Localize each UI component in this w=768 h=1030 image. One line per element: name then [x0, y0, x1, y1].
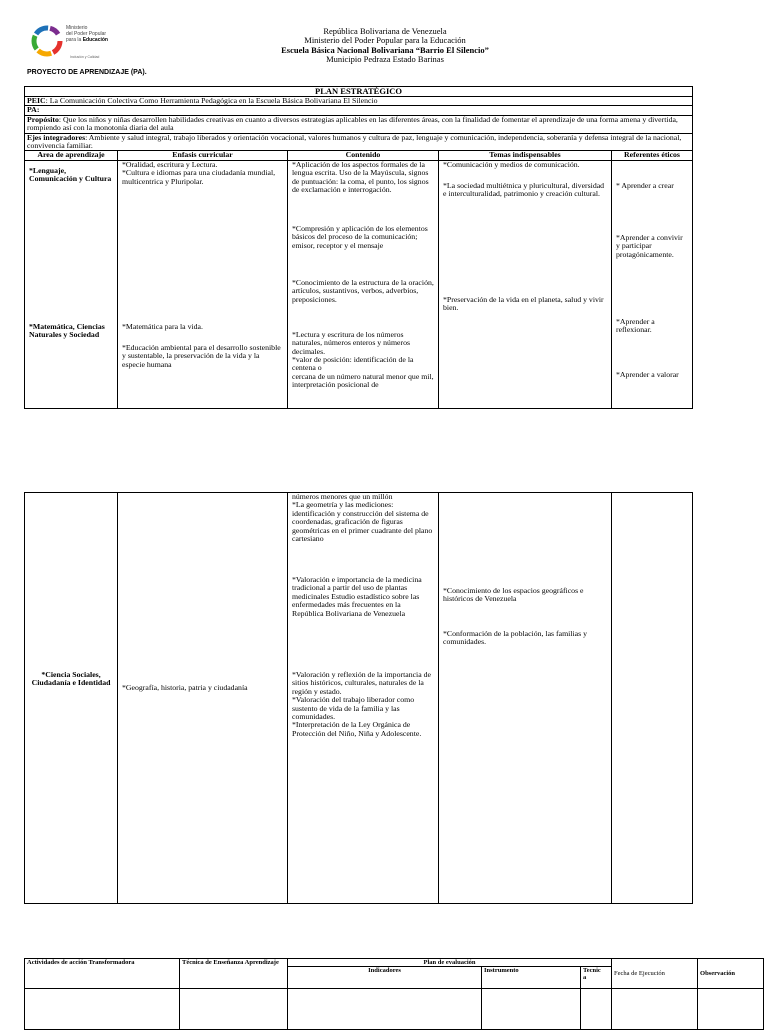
evaluation-empty-cell — [612, 989, 698, 1030]
logo-text: Ministerio del Poder Popular para la Educación — [66, 25, 108, 43]
contenido-cell — [288, 160, 439, 408]
evaluation-empty-cell — [180, 989, 288, 1030]
col-fecha-ejecucion: Fecha de Ejecución — [612, 959, 698, 989]
school-name: Escuela Básica Nacional Bolivariana “Barrio El Silencio” — [281, 44, 489, 55]
temas-cell — [439, 160, 612, 408]
ministry-logo — [30, 22, 120, 62]
pa-row: PA: — [25, 106, 693, 115]
peic-row: PEIC: La Comunicación Colectiva Como Herramienta Pedagógica en la Escuela Básica Bolivariana El Silencio — [25, 97, 693, 106]
contenido-oracion: *Conocimiento de la estructura de la oración, artículos, sustantivos, verbos, adverbios, preposiciones. — [292, 277, 434, 304]
area-matematica: *Matemática, Ciencias Naturales y Sociedad — [29, 321, 105, 340]
enfasis-cell — [118, 160, 288, 408]
evaluation-empty-cell — [25, 989, 180, 1030]
col-header-area: Area de aprendizaje — [25, 151, 118, 160]
evaluation-empty-cell — [288, 989, 482, 1030]
tema-medios: *Comunicación y medios de comunicación. — [443, 160, 580, 169]
contenido-comunicacion: *Compresión y aplicación de los elementos básicos del proceso de la comunicación; emisor, receptor y el mensaje — [292, 223, 428, 250]
ejes-row: Ejes integradores: Ambiente y salud integral, trabajo liberados y orientación vocacional, valores humanos y cultura de paz, lenguaje y comunicación, independencia, soberanía y defensa integral de la nacional, convivencia familiar. — [25, 133, 693, 151]
header-line-4: Municipio Pedraza Estado Barinas — [326, 53, 444, 64]
tema-preservacion: *Preservación de la vida en el planeta, salud y vivir bien. — [443, 294, 604, 313]
contenido-geometria: números menores que un millón *La geometría y las mediciones: identificación y construcción del sistema de coordenadas, graficación de figuras geométricas en el primer cuadrante del plano cartesiano — [292, 493, 433, 544]
temas-cell-2 — [439, 493, 612, 904]
contenido-sitios-historicos: *Valoración y reflexión de la importancia de sitios históricos, culturales, naturales de la región y estado. *Valoración del trabajo liberador como sustento de vida de la familia y las comunidades. *Interpretación de la Ley Orgánica de Protección del Niño, Niña y Adolescente. — [292, 670, 431, 738]
col-tecnica-ensenanza: Técnica de Enseñanza Aprendizaje — [180, 959, 288, 989]
area-cell — [25, 160, 118, 408]
referente-reflexionar: *Aprender a reflexionar. — [616, 316, 655, 335]
tema-espacios-geograficos: *Conocimiento de los espacios geográficos e históricos de Venezuela — [443, 586, 584, 604]
area-cell-2 — [25, 493, 118, 904]
tema-sociedad: *La sociedad multiétnica y pluricultural, diversidad e interculturalidad, patrimonio y creación cultural. — [443, 180, 605, 199]
evaluation-empty-cell — [698, 989, 764, 1030]
enfasis-cell-2 — [118, 493, 288, 904]
plan-title: PLAN ESTRATÉGICO — [25, 87, 693, 97]
ministry-logo-icon — [30, 24, 64, 58]
col-header-referentes: Referentes éticos — [612, 151, 693, 160]
evaluation-empty-cell — [482, 989, 581, 1030]
referente-convivir: *Aprender a convivir y participar protagónicamente. — [616, 232, 683, 259]
contenido-numeros: *Lectura y escritura de los números naturales, números enteros y números decimales. *valor de posición: identificación de la centena o cercana de un número natural menor que mil, interpretación posicional de — [292, 329, 434, 390]
col-observacion: Observación — [698, 959, 764, 989]
logo-tagline: Inclusión y Calidad — [70, 55, 100, 59]
col-tecnica: Tecnic a — [581, 967, 612, 989]
col-header-enfasis: Enfasis curricular — [118, 151, 288, 160]
area-lenguaje: *Lenguaje, Comunicación y Cultura — [29, 165, 112, 184]
col-header-temas: Temas indispensables — [439, 151, 612, 160]
area-ciencias-sociales: *Ciencia Sociales, Ciudadanía e Identidad — [31, 670, 111, 688]
header-line-1: República Bolivariana de Venezuela — [323, 26, 447, 36]
enfasis-ambiental: *Educación ambiental para el desarrollo sostenible y sustentable, la preservación de la vida y la especie humana — [122, 342, 281, 369]
proposito-row: Propósito: Que los niños y niñas desarrollen habilidades creativas en cuanto a diversos estrategias aplicables en las diferentes áreas, con la finalidad de fomentar el aprendizaje de una forma amena y divertida, rompiendo así con la monotonía diaria del aula — [25, 115, 693, 133]
strategic-plan-table — [24, 86, 693, 409]
project-label: PROYECTO DE APRENDIZAJE (PA). — [27, 69, 147, 76]
col-header-contenido: Contenido — [288, 151, 439, 160]
contenido-medicina: *Valoración e importancia de la medicina tradicional a partir del uso de plantas medicinales Estudio estadístico sobre las enfermedades más frecuentes en la República Bolivariana de Venezuela — [292, 575, 422, 618]
referentes-cell-2 — [612, 493, 693, 904]
tema-poblacion: *Conformación de la población, las familias y comunidades. — [443, 629, 587, 647]
col-indicadores: Indicadores — [288, 967, 482, 989]
contenido-cell-2 — [288, 493, 439, 904]
enfasis-oralidad: *Oralidad, escritura y Lectura. *Cultura e idiomas para una ciudadanía mundial, multicentrica y Pluripolar. — [122, 160, 276, 186]
enfasis-geografia: *Geografía, historia, patria y ciudadanía — [122, 683, 248, 692]
strategic-plan-continuation — [24, 492, 693, 904]
col-instrumento: Instrumento — [482, 967, 581, 989]
referente-valorar: *Aprender a valorar — [616, 369, 679, 379]
plan-evaluacion-header: Plan de evaluación — [288, 959, 612, 967]
enfasis-matematica: *Matemática para la vida. — [122, 321, 203, 331]
referente-crear: * Aprender a crear — [616, 180, 674, 190]
col-actividades: Actividades de acción Transformadora — [25, 959, 180, 989]
evaluation-empty-cell — [581, 989, 612, 1030]
contenido-aplicacion: *Aplicación de los aspectos formales de la lengua escrita. Uso de la Mayúscula, signos de puntuación: la coma, el punto, los signos de exclamación e interrogación. — [292, 160, 429, 195]
header-line-2: Ministerio del Poder Popular para la Educación — [304, 35, 466, 46]
referentes-cell — [612, 160, 693, 408]
evaluation-plan-table — [24, 958, 764, 1030]
document-header — [200, 27, 570, 64]
